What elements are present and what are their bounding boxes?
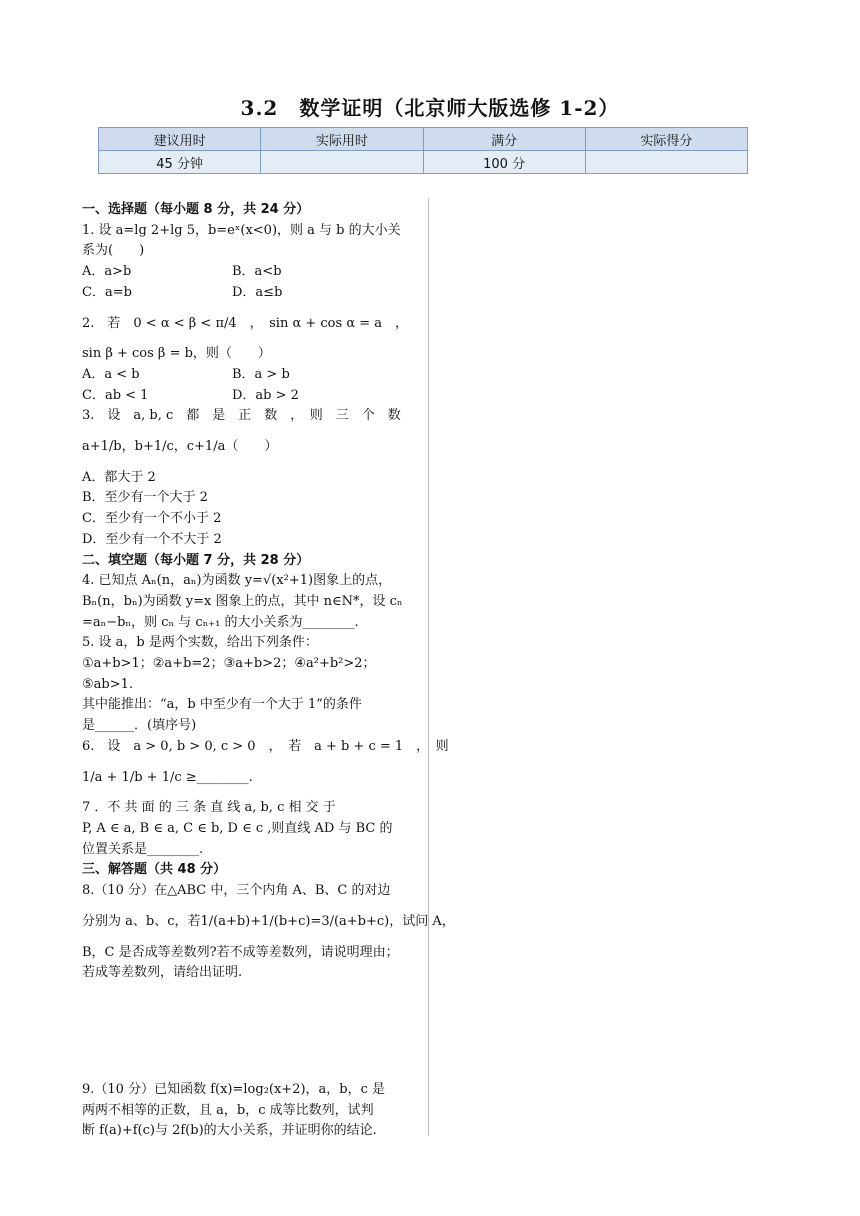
option-d: D．a≤b	[232, 284, 283, 300]
info-header-cell: 实际得分	[585, 128, 747, 151]
info-header-cell: 满分	[423, 128, 585, 151]
question-text: 分别为 a、b、c，若1/(a+b)+1/(b+c)=3/(a+b+c)，试问 A，	[82, 913, 455, 929]
option-a: A．都大于 2	[82, 469, 156, 485]
info-value-cell	[261, 151, 423, 174]
question-text: 5. 设 a，b 是两个实数，给出下列条件：	[82, 635, 318, 651]
option-row	[82, 386, 416, 407]
question-text: 8.（10 分）在△ABC 中，三个内角 A、B、C 的对边	[82, 883, 391, 899]
question-text: 1/a + 1/b + 1/c ≥________.	[82, 769, 253, 785]
option-a: A．a < b	[82, 366, 140, 382]
question-text: sin β + cos β = b，则（ ）	[82, 346, 271, 362]
section-heading: 三、解答题（共 48 分）	[82, 862, 227, 878]
question-text: 系为( )	[82, 243, 145, 259]
question-7	[82, 798, 416, 860]
info-value-cell	[585, 151, 747, 174]
option-b: B．a > b	[232, 366, 290, 382]
option-b: B．a<b	[232, 264, 282, 280]
question-text: 两两不相等的正数，且 a，b，c 成等比数列，试判	[82, 1102, 374, 1118]
option-row	[82, 262, 416, 283]
question-text: ①a+b>1；②a+b=2；③a+b>2；④a²+b²>2；	[82, 656, 376, 672]
info-value-cell: 100 分	[423, 151, 585, 174]
question-text: =aₙ−bₙ，则 cₙ 与 cₙ₊₁ 的大小关系为________.	[82, 614, 359, 630]
option-c: C．a=b	[82, 284, 132, 300]
question-5	[82, 633, 416, 737]
question-text: B，C 是否成等差数列?若不成等差数列，请说明理由；	[82, 944, 399, 960]
question-1	[82, 221, 416, 304]
option-d: D．ab > 2	[232, 387, 299, 403]
option-row	[82, 365, 416, 386]
question-text: 断 f(a)+f(c)与 2f(b)的大小关系，并证明你的结论.	[82, 1123, 377, 1139]
info-header-cell: 建议用时	[99, 128, 261, 151]
section-heading: 一、选择题（每小题 8 分，共 24 分）	[82, 202, 310, 217]
question-3	[82, 406, 416, 550]
question-4	[82, 571, 416, 633]
question-6	[82, 737, 449, 798]
question-column	[82, 200, 455, 1142]
question-text: ⑤ab>1.	[82, 676, 134, 692]
option-c: C．ab < 1	[82, 387, 149, 403]
question-text: 7 ．不 共 面 的 三 条 直 线 a, b, c 相 交 于	[82, 800, 336, 816]
question-text: 其中能推出：“a，b 中至少有一个大于 1”的条件	[82, 697, 362, 713]
info-table	[98, 127, 748, 174]
info-table-header-row	[99, 128, 748, 151]
option-d: D．至少有一个不大于 2	[82, 531, 222, 547]
question-9	[82, 1080, 416, 1142]
question-text: 1. 设 a=lg 2+lg 5，b=eˣ(x<0)，则 a 与 b 的大小关	[82, 222, 401, 238]
question-text: 若成等差数列，请给出证明.	[82, 965, 243, 981]
option-c: C．至少有一个不小于 2	[82, 511, 222, 527]
info-value-cell: 45 分钟	[99, 151, 261, 174]
question-text: 位置关系是________.	[82, 841, 204, 857]
info-header-cell: 实际用时	[261, 128, 423, 151]
info-table-value-row	[99, 151, 748, 174]
page-title: 3.2 数学证明（北京师大版选修 1-2）	[240, 96, 620, 120]
question-8	[82, 881, 455, 984]
question-text: 2. 若 0 < α < β < π/4 ， sin α + cos α = a ，	[82, 315, 409, 331]
question-2	[82, 314, 416, 407]
option-row	[82, 283, 416, 304]
column-divider	[428, 198, 429, 1136]
question-text: 是______．(填序号)	[82, 718, 197, 734]
question-text: a+1/b，b+1/c，c+1/a（ ）	[82, 439, 278, 455]
question-text: Bₙ(n，bₙ)为函数 y=x 图象上的点，其中 n∈N*，设 cₙ	[82, 593, 403, 609]
question-text: 9.（10 分）已知函数 f(x)=log₂(x+2)，a，b，c 是	[82, 1081, 386, 1097]
option-a: A．a>b	[82, 264, 132, 280]
option-b: B．至少有一个大于 2	[82, 490, 208, 506]
section-heading: 二、填空题（每小题 7 分，共 28 分）	[82, 552, 310, 568]
question-text: 3. 设 a, b, c 都 是 正 数 ， 则 三 个 数	[82, 408, 401, 424]
question-text: P, A ∈ a, B ∈ a, C ∈ b, D ∈ c ,则直线 AD 与 BC 的	[82, 820, 393, 836]
question-text: 6. 设 a > 0, b > 0, c > 0 ， 若 a + b + c = 1 ， 则	[82, 738, 449, 754]
question-text: 4. 已知点 Aₙ(n，aₙ)为函数 y=√(x²+1)图象上的点，	[82, 573, 392, 589]
